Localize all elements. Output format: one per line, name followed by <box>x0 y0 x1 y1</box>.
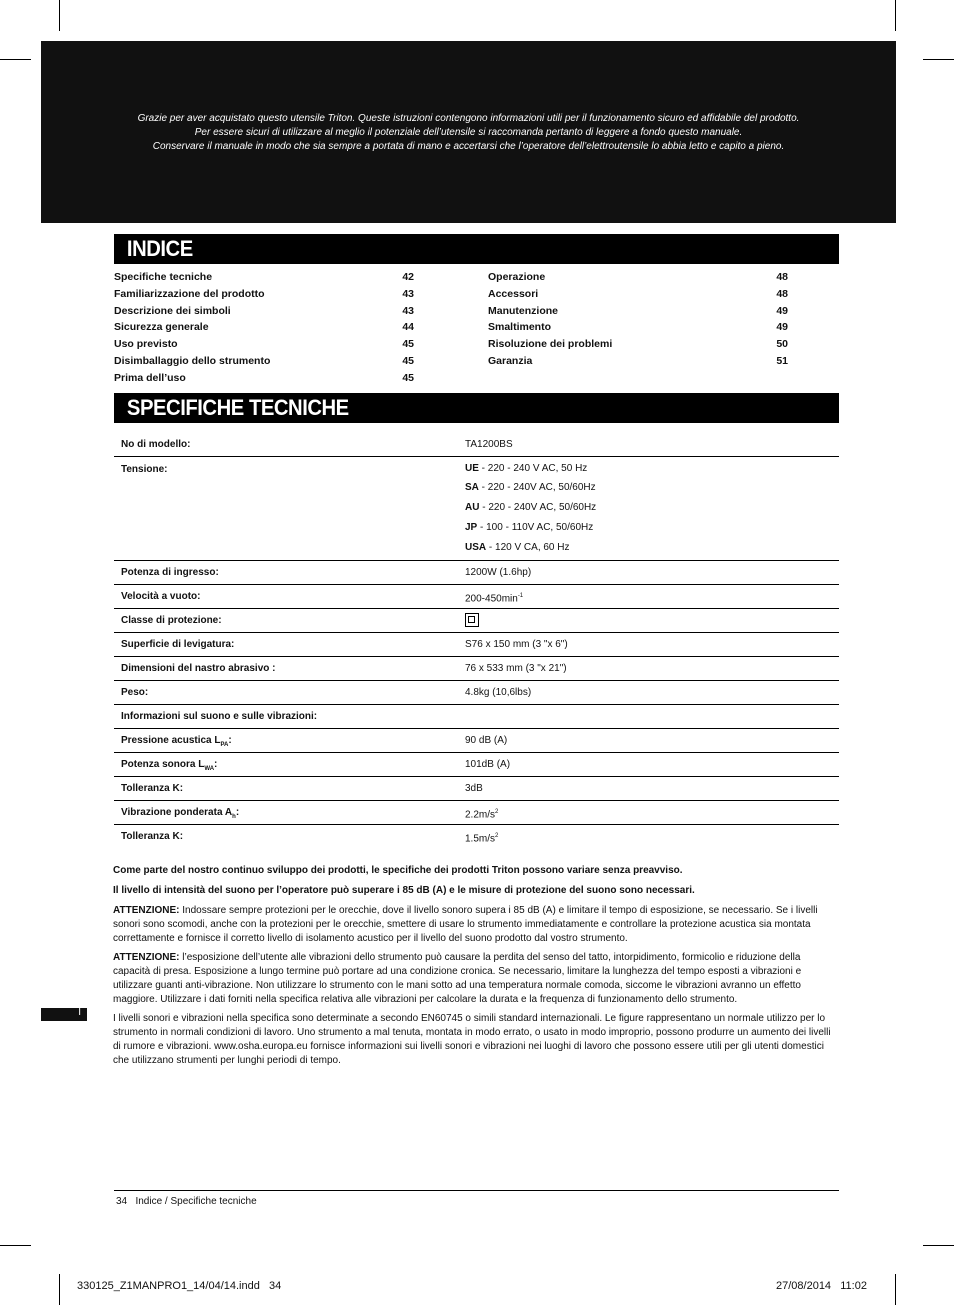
voltage-item: JP - 100 - 110V AC, 50/60Hz <box>465 521 594 533</box>
toc-item-page: 49 <box>776 304 788 317</box>
spec-value: $1.5m/s^2$ <box>465 833 499 845</box>
crop-mark <box>0 1245 31 1246</box>
spec-value: S76 x 150 mm (3 "x 6") <box>465 639 568 650</box>
spec-row-sound-header <box>114 705 839 729</box>
toc-item-page: 45 <box>402 354 414 367</box>
toc-item-page: 50 <box>776 338 788 351</box>
spec-row-power <box>114 561 839 585</box>
toc-item-label: Disimballaggio dello strumento <box>114 354 271 367</box>
crop-mark <box>59 1274 60 1305</box>
crop-mark <box>59 0 60 31</box>
footer <box>116 1196 257 1207</box>
toc-item-label: Uso previsto <box>114 338 178 351</box>
intro-line: Conservare il manuale in modo che sia sempre a portata di mano e accertarsi che l’operatore dell’elettroutensile lo abbia letto e capito a pieno. <box>152 141 785 152</box>
footer-section: Indice / Specifiche tecniche <box>135 1196 257 1207</box>
print-slug-date: 27/08/2014 11:02 <box>776 1280 867 1292</box>
spec-row-model <box>114 433 839 457</box>
toc-item[interactable] <box>114 370 414 387</box>
toc-item[interactable] <box>488 319 788 336</box>
spec-row-vibration <box>114 801 839 825</box>
toc-item[interactable] <box>114 303 414 320</box>
notes-block <box>113 864 840 878</box>
toc-item-label: Garanzia <box>488 354 533 367</box>
toc-item-label: Smaltimento <box>488 321 552 334</box>
spec-value: $2.2m/s^2$ <box>465 809 499 821</box>
spec-key: Vibrazione ponderata $A_h$: <box>121 807 240 820</box>
toc-item-page: 43 <box>402 287 414 300</box>
voltage-list <box>465 459 596 558</box>
toc-item-label: Specifiche tecniche <box>114 271 213 283</box>
spec-table <box>114 433 839 848</box>
spec-value: $200-450\min^{-1}$ <box>465 593 524 605</box>
specifiche-header-bar <box>114 393 839 423</box>
spec-key: Potenza di ingresso: <box>121 567 219 578</box>
spec-row-belt <box>114 657 839 681</box>
spec-value: 90 dB (A) <box>465 735 508 746</box>
toc-item-label: Prima dell’uso <box>114 371 186 384</box>
toc-item[interactable] <box>114 319 414 336</box>
voltage-item: UE - 220 - 240 V AC, 50 Hz <box>465 462 588 474</box>
spec-row-speed <box>114 585 839 609</box>
spec-row-lpa <box>114 729 839 753</box>
spec-value: 1200W (1.6hp) <box>465 567 532 578</box>
toc-item[interactable] <box>114 336 414 353</box>
spec-row-class <box>114 609 839 633</box>
toc-item-page: 51 <box>776 354 788 367</box>
toc-item-label: Risoluzione dei problemi <box>488 338 613 351</box>
spec-row-tolerance <box>114 825 839 848</box>
language-tab-label: I <box>78 1007 81 1018</box>
toc-item-page: 48 <box>776 287 788 300</box>
crop-mark <box>923 1245 954 1246</box>
toc-right-column <box>488 269 788 370</box>
notes-block <box>113 904 840 946</box>
specifiche-title: SPECIFICHE TECNICHE <box>126 395 349 420</box>
note-paragraph: I livelli sonori e vibrazioni nella specifica sono determinate a secondo EN60745 o simili standard internazionali. Le figure rappresentano un normale utilizzo per lo strumento in normali condizioni di lavoro. Uno strumento a mal tenuta, montata in modo errato, o usato in modo improprio, possono produrre un aumento dei livelli di rumore e vibrazioni. www.osha.europa.eu fornisce informazioni sui livelli sonori e vibrazioni nei luoghi di lavoro che possono essere utili per gli utenti domestici che utilizzano strumenti per lunghi periodi di tempo. <box>113 1013 831 1066</box>
toc-item[interactable] <box>488 269 788 286</box>
toc-item-page: 45 <box>402 338 414 351</box>
spec-row-surface <box>114 633 839 657</box>
spec-value: 101dB (A) <box>465 759 511 770</box>
note-paragraph: Il livello di intensità del suono per l’operatore può superare i 85 dB (A) e le misure di protezione del suono sono necessari. <box>113 885 695 896</box>
warning-paragraph: ATTENZIONE: Indossare sempre protezioni per le orecchie, dove il livello sonoro supera i 85 dB (A) e limitare il tempo di esposizione, se necessario. Se i livelli sonori sono scomodi, anche con la protezioni per le orecchie, smettere di usare lo strumento immediatamente e controllare la protezione acustica sia montata correttamente e fornisce il corretto livello di isolamento acustico per il livello del suono prodotto dal vostro strumento. <box>113 905 818 944</box>
spec-value: 4.8kg (10,6lbs) <box>465 687 532 698</box>
spec-key: Velocità a vuoto: <box>121 591 201 602</box>
warning-paragraph: ATTENZIONE: l’esposizione dell’utente alle vibrazioni dello strumento può causare la perdita del senso del tatto, intorpidimento, formicolio e riduzione della capacità di presa. Esposizione a lungo termine può portare ad una condizione cronica. Se necessario, limitare la lunghezza del tempo esposti a vibrazioni e utilizzare guanti anti-vibrazione. Non utilizzare lo strumento con le mani sotto ad una temperatura normale comoda, siccome le vibrazioni avranno un effetto maggiore. Utilizzare i dati forniti nella specifica relativa alle vibrazioni per calcolare la durata e la frequenza di funzionamento dello strumento. <box>113 952 802 1005</box>
toc-item[interactable] <box>114 353 414 370</box>
toc-item-page: 44 <box>402 321 414 334</box>
spec-key: Tensione: <box>121 464 168 475</box>
spec-key: Superficie di levigatura: <box>121 639 235 650</box>
spec-row-voltage <box>114 457 839 561</box>
crop-mark <box>895 0 896 31</box>
intro-line: Grazie per aver acquistato questo utensile Triton. Queste istruzioni contengono informazioni utili per il funzionamento sicuro ed affidabile del prodotto. <box>137 113 800 124</box>
toc-item-label: Familiarizzazione del prodotto <box>114 287 265 300</box>
footer-divider <box>114 1190 839 1191</box>
spec-key: No di modello: <box>121 439 191 450</box>
toc-item-page: 42 <box>402 271 414 283</box>
intro-banner <box>41 41 896 223</box>
spec-key: Tolleranza K: <box>121 831 184 842</box>
crop-mark <box>0 59 31 60</box>
toc-item-page: 48 <box>776 271 788 283</box>
indice-title: INDICE <box>126 236 193 261</box>
crop-mark <box>895 1274 896 1305</box>
spec-value: 3dB <box>465 783 483 794</box>
intro-line: Per essere sicuri di utilizzare al meglio il potenziale dell’utensile si raccomanda pertanto di leggere a fondo questo manuale. <box>194 127 743 138</box>
note-paragraph: Come parte del nostro continuo sviluppo dei prodotti, le specifiche dei prodotti Triton possono variare senza preavviso. <box>113 865 683 876</box>
toc-item-page: 45 <box>402 371 414 384</box>
page-number: 34 <box>116 1196 128 1207</box>
spec-key: Pressione acustica $L_{PA}$: <box>121 735 232 748</box>
toc-item[interactable] <box>488 336 788 353</box>
print-slug-file: 330125_Z1MANPRO1_14/04/14.indd 34 <box>77 1280 282 1292</box>
language-tab <box>41 1008 87 1021</box>
toc-item-label: Manutenzione <box>488 304 558 317</box>
double-insulation-icon <box>465 613 479 627</box>
spec-key: Tolleranza K: <box>121 783 184 794</box>
toc-item-label: Descrizione dei simboli <box>114 304 231 317</box>
notes-block <box>113 884 840 898</box>
toc-item[interactable] <box>114 269 414 286</box>
toc-item-label: Accessori <box>488 287 539 300</box>
crop-mark <box>923 59 954 60</box>
voltage-item: USA - 120 V CA, 60 Hz <box>465 541 570 553</box>
toc-item[interactable] <box>488 286 788 303</box>
toc-left-column <box>114 269 414 387</box>
spec-value <box>465 609 479 632</box>
spec-row-weight <box>114 681 839 705</box>
toc-item[interactable] <box>488 303 788 320</box>
toc-item-label: Sicurezza generale <box>114 321 209 334</box>
toc-item[interactable] <box>114 286 414 303</box>
notes-block <box>113 1012 840 1068</box>
indice-header-bar <box>114 234 839 264</box>
spec-key: Classe di protezione: <box>121 615 222 626</box>
voltage-item: SA - 220 - 240V AC, 50/60Hz <box>465 482 596 494</box>
spec-key: Dimensioni del nastro abrasivo : <box>121 663 276 674</box>
spec-key: Peso: <box>121 687 149 698</box>
spec-row-lwa <box>114 753 839 777</box>
spec-key: Potenza sonora $L_{WA}$: <box>121 759 218 772</box>
spec-row-tolerance <box>114 777 839 801</box>
voltage-item: AU - 220 - 240V AC, 50/60Hz <box>465 502 597 514</box>
spec-key: Informazioni sul suono e sulle vibrazioni: <box>121 711 318 722</box>
intro-text <box>41 112 896 154</box>
notes-block <box>113 951 840 1007</box>
toc-item-page: 49 <box>776 321 788 334</box>
spec-value: TA1200BS <box>465 439 513 450</box>
toc-item[interactable] <box>488 353 788 370</box>
toc-item-label: Operazione <box>488 271 546 283</box>
spec-value: 76 x 533 mm (3 "x 21") <box>465 663 567 674</box>
toc-item-page: 43 <box>402 304 414 317</box>
